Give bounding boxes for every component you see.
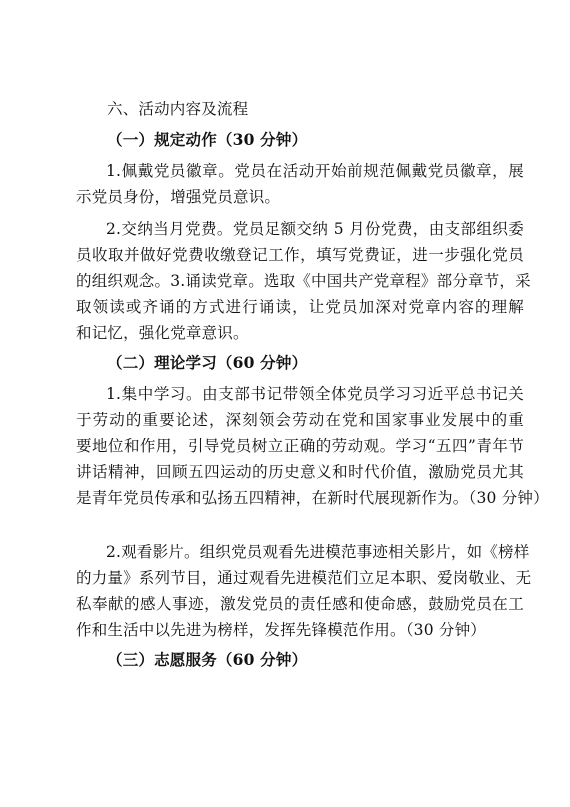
paragraph-line: 取领读或齐诵的方式进行诵读，让党员加深对党章内容的理解: [76, 298, 524, 316]
section-title: 六、活动内容及流程: [107, 100, 249, 118]
paragraph-line: 的组织观念。3.诵读党章。选取《中国共产党章程》部分章节，采: [76, 272, 531, 290]
subsection-heading-3: （三）志愿服务（60 分钟）: [107, 650, 308, 669]
paragraph-line: 1.集中学习。由支部书记带领全体党员学习习近平总书记关: [106, 385, 524, 403]
paragraph-line: 于劳动的重要论述，深刻领会劳动在党和国家事业发展中的重: [76, 411, 524, 429]
paragraph-line: 私奉献的感人事迹，激发党员的责任感和使命感，鼓励党员在工: [76, 595, 524, 613]
paragraph-line: 是青年党员传承和弘扬五四精神，在新时代展现新作为。（30 分钟）: [76, 489, 549, 507]
paragraph-line: 示党员身份，增强党员意识。: [76, 188, 281, 206]
paragraph-line: 员收取并做好党费收缴登记工作，填写党费证，进一步强化党员: [76, 246, 524, 264]
paragraph-line: 1.佩戴党员徽章。党员在活动开始前规范佩戴党员徽章，展: [106, 162, 524, 180]
paragraph-line: 和记忆，强化党章意识。: [76, 324, 249, 342]
paragraph-line: 2.交纳当月党费。党员足额交纳 5 月份党费，由支部组织委: [106, 220, 524, 238]
subsection-heading-1: （一）规定动作（30 分钟）: [107, 130, 308, 149]
subsection-heading-2: （二）理论学习（60 分钟）: [107, 353, 308, 372]
paragraph-line: 2.观看影片。组织党员观看先进模范事迹相关影片，如《榜样: [106, 543, 530, 561]
paragraph-line: 作和生活中以先进为榜样，发挥先锋模范作用。（30 分钟）: [76, 621, 487, 639]
paragraph-line: 讲话精神，回顾五四运动的历史意义和时代价值，激励党员尤其: [76, 463, 524, 481]
paragraph-line: 要地位和作用，引导党员树立正确的劳动观。学习“五四”青年节: [76, 437, 524, 455]
paragraph-line: 的力量》系列节目，通过观看先进模范们立足本职、爱岗敬业、无: [76, 569, 532, 587]
